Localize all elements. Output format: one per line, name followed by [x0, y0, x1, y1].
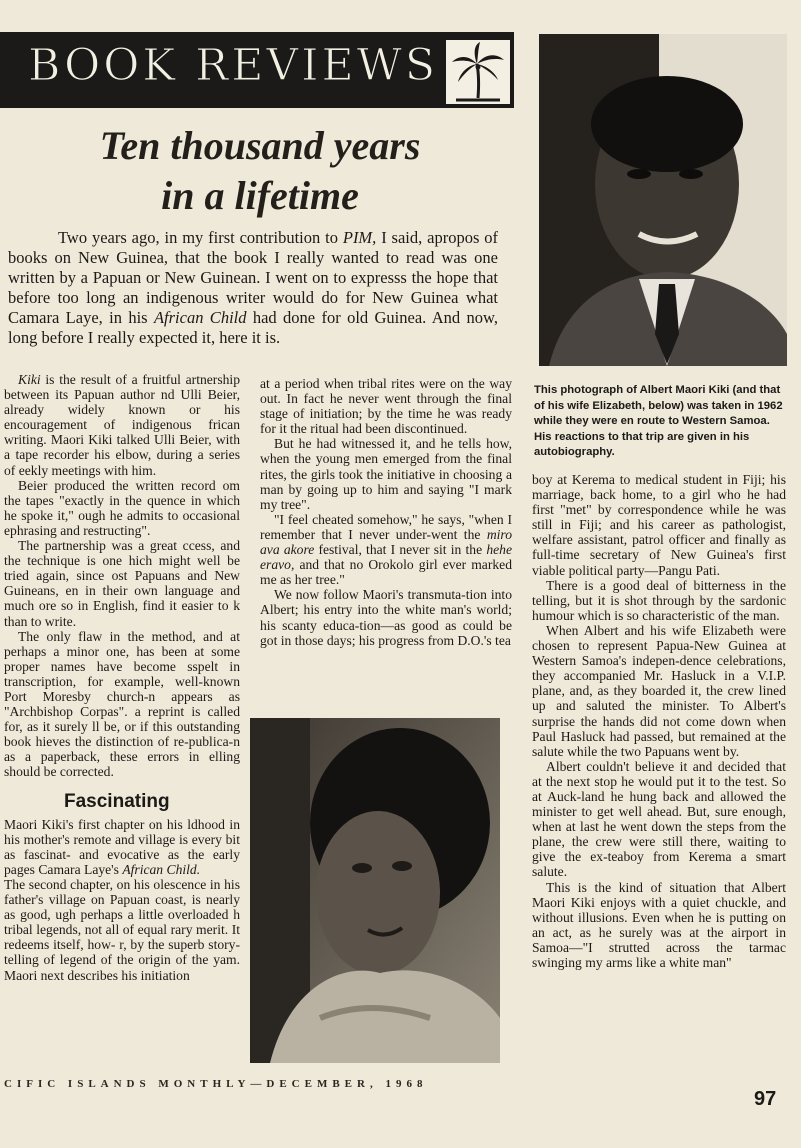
paragraph: at a period when tribal rites were on the way out. In fact he never went through the final stage of initiation; by the time he was ready for it the ritual had been discontinued. [260, 376, 512, 437]
intro-paragraph: Two years ago, in my first contribution to PIM, I said, apropos of books on New Guinea, that the book I really wanted to read was one written by a Papuan or New Guinean. I went on to expresss the hope that before too long an indigenous writer would do for New Guinea what Camara Laye, in his African Child had done for old Guinea. And now, long before I really expected it, here it is. [8, 228, 499, 347]
paragraph: When Albert and his wife Elizabeth were chosen to represent Papua-New Guinea at Western Samoa's indepen-dence celebrations, they accompanied Mr. Hasluck in a V.I.P. plane, and, as they boarded it, the crew lined up and saluted the minister. To Albert's surprise the hands did not come down when Paul Hasluck had passed, but remained at the salute while the two Papuans went by. [532, 622, 786, 759]
section-title: BOOK REVIEWS [28, 40, 439, 91]
headline-line-1: Ten thousand years [99, 123, 421, 168]
paragraph: The only flaw in the method, and at perhaps a minor one, has been at some proper names have become sspelt in transcription, for example, well-known Port Moresby church-n appears as "Archbishop Corpas". a reprint is called for, as it surely ll be, or if this outstanding book hieves the distinction of re-publica-n as a paperback, these errors in elling should be corrected. [4, 628, 240, 780]
page-number: 97 [754, 1088, 777, 1110]
paragraph: We now follow Maori's transmuta-tion into Albert; his entry into the white man's world; his scanty educa-tion—as good as could be got in those days; his progress from D.O.'s tea [260, 587, 512, 648]
article-column-2 [260, 376, 512, 716]
paragraph: boy at Kerema to medical student in Fiji; his marriage, back home, to a girl who he had first "met" by correspondence while he was still in Fiji; and his career as pathologist, welfare assistant, patrol officer and finally as full-time secretary of New Guinea's first viable political party—Pangu Pati. [532, 472, 786, 578]
paragraph: Albert couldn't believe it and decided that at the next stop he would put it to the test. So at Auck-land he hung back and allowed the minister to get well ahead. But, sure enough, when at last he went down the steps from the plane, the crew were still there, waiting to give the ex-teaboy from Kerema a smart salute. [532, 758, 786, 880]
page-footer: CIFIC ISLANDS MONTHLY—DECEMBER, 1968 [4, 1078, 428, 1090]
photo-albert-maori-kiki [539, 34, 787, 366]
paragraph: There is a good deal of bitterness in the telling, but it is shot through by the sardonic humour which is so characteristic of the man. [532, 577, 786, 623]
article-column-1 [4, 372, 240, 1062]
paragraph: Beier produced the written record om the tapes "exactly in the quence in which he spoke it," ough he admits to occasional ephrasing and restructing". [4, 477, 240, 538]
paragraph: But he had witnessed it, and he tells how, when the young men emerged from the final rites, the girls took the initiative in choosing a man by going up to him and saying "I mark my tree". [260, 436, 512, 512]
paragraph: Kiki is the result of a fruitful artnership between its Papuan author nd Ulli Beier, already widely known or his encouragement of indigenous frican writing. Maori Kiki talked Ulli Beier, with a tape recorder his elbow, during a series of eekly meetings with him. [4, 372, 240, 478]
subheading: Fascinating [64, 790, 170, 812]
paragraph: This is the kind of situation that Albert Maori Kiki enjoys with a quiet chuckle, and without illusions. Even when he is putting on an act, as he surely was at the airport in Samoa—"I strutted across the tarmac swinging my arms like a white man" [532, 879, 786, 970]
paragraph: Maori Kiki's first chapter on his ldhood in his mother's remote and village is every bit as fascinat- and evocative as the early pages Camara Laye's African Child. [4, 816, 240, 877]
article-column-3 [532, 472, 786, 1072]
palm-tree-logo-icon [444, 38, 512, 106]
section-banner [0, 32, 514, 108]
headline-line-2: in a lifetime [161, 173, 359, 218]
paragraph: The partnership was a great ccess, and the technique is one hich might well be tried again, since ost Papuans and New Guineans, en in their own language and much ore so in English, find it easier to k than to write. [4, 538, 240, 629]
paragraph: The second chapter, on his olescence in his father's village on Papuan coast, is nearly as good, ugh perhaps a little overloaded h tribal legends, not all of equal rary merit. It redeems itself, how- r, by the superb story-telling of legend of the origin of the yam. Maori next describes his initiation [4, 877, 240, 983]
paragraph: "I feel cheated somehow," he says, "when I remember that I never under-went the miro ava akore festival, that I never sit in the hehe eravo, and that no Orokolo girl ever marked me as her tree." [260, 511, 512, 588]
photo-caption: This photograph of Albert Maori Kiki (and that of his wife Elizabeth, below) was taken in 1962 while they were en route to Western Samoa. His reactions to that trip are given in his autobiography. [534, 384, 783, 458]
photo-elizabeth [250, 718, 500, 1063]
